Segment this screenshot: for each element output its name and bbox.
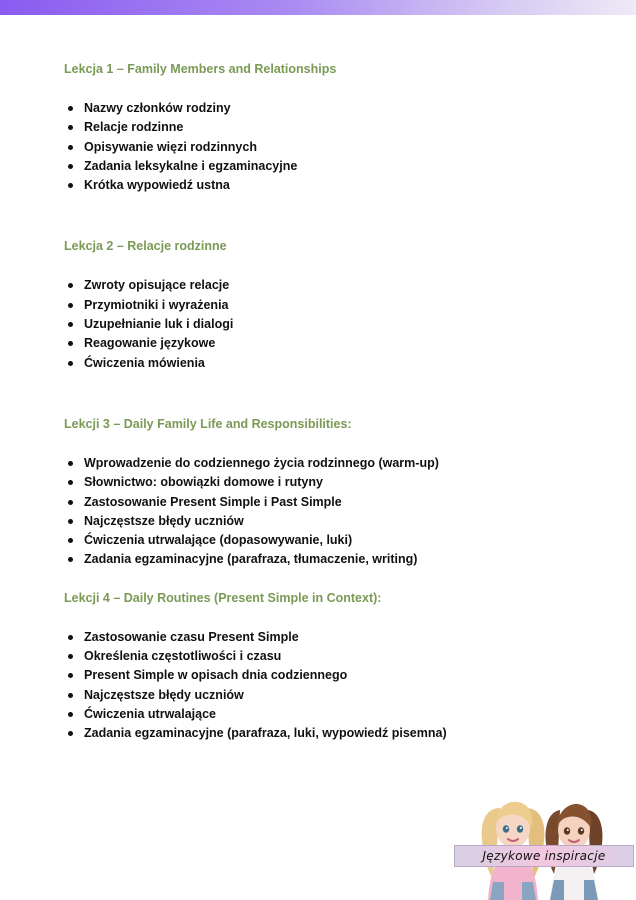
list-item-text: Opisywanie więzi rodzinnych: [84, 139, 257, 154]
bullet-icon: [68, 164, 73, 169]
lesson-4: [64, 590, 604, 744]
lesson-1: [64, 61, 604, 195]
bullet-icon: [68, 654, 73, 659]
bullet-icon: [68, 461, 73, 466]
list-item: [64, 628, 604, 647]
lesson-items: [64, 99, 604, 195]
bullet-icon: [68, 361, 73, 366]
list-item: [64, 473, 604, 492]
lesson-title: Lekcja 2 – Relacje rodzinne: [64, 239, 227, 254]
list-item: [64, 334, 604, 353]
list-item-text: Present Simple w opisach dnia codziennego: [84, 668, 348, 683]
bullet-icon: [68, 693, 73, 698]
lesson-title: Lekcji 4 – Daily Routines (Present Simple in Context):: [64, 590, 382, 605]
bullet-icon: [68, 500, 73, 505]
top-gradient-bar: [0, 0, 636, 15]
list-item-text: Zastosowanie czasu Present Simple: [84, 629, 299, 644]
list-item-text: Zadania egzaminacyjne (parafraza, luki, wypowiedź pisemna): [84, 726, 447, 741]
brand-logo: [452, 794, 636, 900]
list-item: [64, 550, 604, 569]
list-item: [64, 666, 604, 685]
list-item-text: Ćwiczenia mówienia: [84, 355, 205, 370]
bullet-icon: [68, 731, 73, 736]
list-item: [64, 99, 604, 118]
list-item: [64, 176, 604, 195]
list-item-text: Zwroty opisujące relacje: [84, 278, 230, 293]
bullet-icon: [68, 557, 73, 562]
lesson-items: [64, 454, 604, 570]
list-item: [64, 296, 604, 315]
bullet-icon: [68, 673, 73, 678]
list-item: [64, 705, 604, 724]
list-item: [64, 157, 604, 176]
bullet-icon: [68, 106, 73, 111]
list-item-text: Najczęstsze błędy uczniów: [84, 513, 244, 528]
bullet-icon: [68, 145, 73, 150]
list-item: [64, 686, 604, 705]
list-item: [64, 315, 604, 334]
list-item-text: Zadania egzaminacyjne (parafraza, tłumaczenie, writing): [84, 552, 418, 567]
list-item-text: Krótka wypowiedź ustna: [84, 178, 230, 193]
lesson-3: [64, 416, 604, 570]
list-item: [64, 354, 604, 373]
list-item-text: Najczęstsze błędy uczniów: [84, 687, 244, 702]
list-item-text: Zastosowanie Present Simple i Past Simple: [84, 494, 342, 509]
list-item-text: Nazwy członków rodziny: [84, 101, 231, 115]
lesson-items: [64, 276, 604, 372]
list-item: [64, 512, 604, 531]
bullet-icon: [68, 283, 73, 288]
list-item-text: Relacje rodzinne: [84, 120, 184, 135]
lesson-items: [64, 628, 604, 744]
lesson-plan: [64, 61, 604, 744]
list-item: [64, 493, 604, 512]
list-item-text: Zadania leksykalne i egzaminacyjne: [84, 158, 298, 173]
lesson-title: Lekcji 3 – Daily Family Life and Responsibilities:: [64, 416, 352, 431]
list-item: [64, 647, 604, 666]
list-item: [64, 138, 604, 157]
list-item: [64, 276, 604, 295]
list-item-text: Wprowadzenie do codziennego życia rodzinnego (warm-up): [84, 455, 439, 470]
list-item-text: Ćwiczenia utrwalające (dopasowywanie, luki): [84, 533, 353, 548]
bullet-icon: [68, 341, 73, 346]
logo-banner: Językowe inspiracje: [454, 845, 634, 867]
list-item: [64, 454, 604, 473]
list-item-text: Ćwiczenia utrwalające: [84, 706, 217, 721]
list-item: [64, 724, 604, 743]
bullet-icon: [68, 538, 73, 543]
list-item-text: Określenia częstotliwości i czasu: [84, 649, 282, 664]
bullet-icon: [68, 480, 73, 485]
bullet-icon: [68, 125, 73, 130]
list-item-text: Słownictwo: obowiązki domowe i rutyny: [84, 475, 323, 490]
list-item: [64, 118, 604, 137]
list-item: [64, 531, 604, 550]
list-item-text: Reagowanie językowe: [84, 336, 216, 351]
bullet-icon: [68, 303, 73, 308]
lesson-2: [64, 238, 604, 372]
bullet-icon: [68, 635, 73, 640]
list-item-text: Przymiotniki i wyrażenia: [84, 297, 229, 312]
lesson-title: Lekcja 1 – Family Members and Relationships: [64, 62, 337, 76]
list-item-text: Uzupełnianie luk i dialogi: [84, 317, 234, 332]
bullet-icon: [68, 322, 73, 327]
bullet-icon: [68, 519, 73, 524]
bullet-icon: [68, 183, 73, 188]
bullet-icon: [68, 712, 73, 717]
